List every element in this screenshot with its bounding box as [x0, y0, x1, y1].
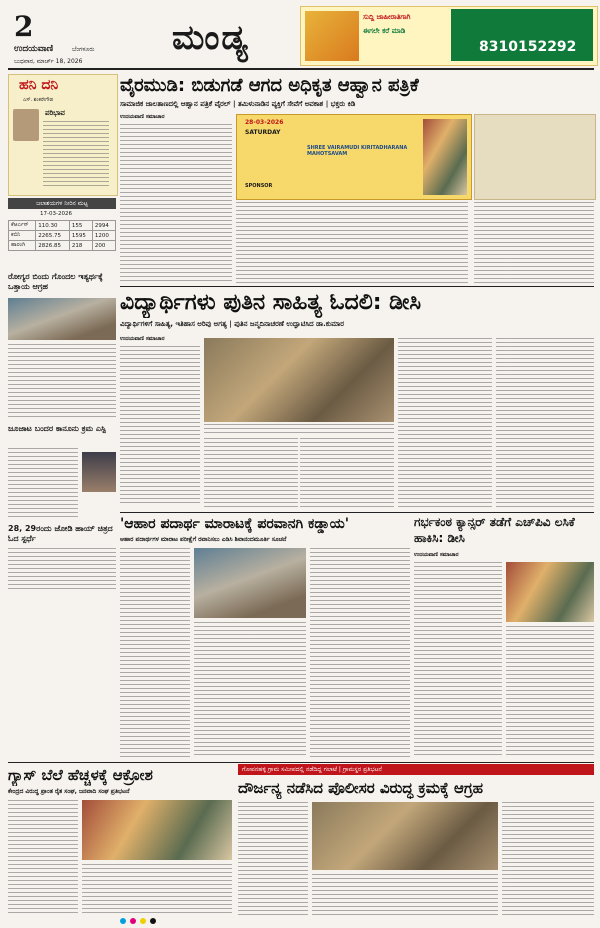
story3-photo [194, 548, 306, 618]
story3-text-3 [310, 548, 410, 758]
issue-date: ಬುಧವಾರ, ಮಾರ್ಚ್ 18, 2026 [14, 58, 83, 65]
left-photo-1 [8, 298, 116, 340]
invite-date: 28-03-2026 [245, 119, 284, 126]
divider-3 [8, 762, 594, 763]
hani-dani-title: ಹನಿ ದನಿ [19, 77, 59, 93]
story5-text-2 [82, 864, 232, 916]
story2-photo-1 [204, 338, 394, 422]
table-cell: ಹಾರಂಗಿ [9, 241, 36, 251]
registration-mark [120, 918, 126, 924]
poet-photo [13, 109, 39, 141]
story4-photo [506, 562, 594, 622]
story1-text-left [120, 124, 232, 284]
story2-text-5 [496, 338, 594, 508]
story5-subhead: ಕೇಂದ್ರದ ವಿರುದ್ಧ ಪ್ರಾಂತ ರೈತ ಸಂಘ, ಜನವಾದಿ ಸಂಘ ಪ್ರತಿಭಟನೆ [8, 788, 130, 795]
story2-subhead: ವಿದ್ಯಾರ್ಥಿಗಳಿಗೆ ಸಾಹಿತ್ಯ, ಇತಿಹಾಸ ಅರಿವು ಅಗತ್ಯ | ಪುತಿನ ಜನ್ಮದಿನಾಚರಣೆ ಉದ್ಘಾಟಿಸಿದ ಡಾ.ಕುಮಾರ [120, 320, 344, 328]
registration-mark [140, 918, 146, 924]
table-cell: 2994 [92, 221, 115, 231]
story6-text-2 [312, 874, 498, 916]
reservoir-table-box [8, 198, 116, 266]
story2-text-4 [398, 338, 492, 508]
table-cell: 2265.75 [36, 231, 70, 241]
story2-headline: ವಿದ್ಯಾರ್ಥಿಗಳು ಪುತಿನ ಸಾಹಿತ್ಯ ಓದಲಿ: ಡೀಸಿ [120, 290, 422, 315]
paper-name: ಉದಯವಾಣಿ [14, 44, 54, 54]
hani-dani-box [8, 74, 118, 196]
table-cell: 110.30 [36, 221, 70, 231]
story5-photo [82, 800, 232, 860]
hani-dani-poem-title: ಪರಿಭಾವ [45, 109, 65, 117]
table-row [9, 221, 116, 231]
divider-1 [120, 286, 594, 287]
ad-green-box [451, 9, 593, 61]
ad-text-1: ಸುದ್ದಿ ಜಾಹೀರಾತಿಗಾಗಿ [363, 13, 411, 21]
left-headline-2: ಜೂಜಾಟ ಬಂದರ ಕಾನೂನು ಕ್ರಮ ಎಸ್ಪಿ [8, 424, 106, 433]
story1-text-right [474, 202, 594, 284]
invite-title: SHREE VAIRAMUDI KIRITADHARANA MAHOTSAVAM [307, 145, 408, 157]
story2-byline: ಉದಯವಾಣಿ ಸಮಾಚಾರ [120, 336, 165, 342]
left-headline-3: 28, 29ರಂದು ಜೋಡಿ ಹಾಯ್ ಚಿತ್ರದ ಓದ ಸ್ಪರ್ಧೆ [8, 524, 113, 543]
reservoir-title: ಜಲಾಶಯಗಳ ನೀರಿನ ಮಟ್ಟ [8, 198, 116, 209]
table-cell: 218 [69, 241, 92, 251]
table-row [9, 231, 116, 241]
story1-byline: ಉದಯವಾಣಿ ಸಮಾಚಾರ [120, 114, 165, 120]
story6-headline: ದೌರ್ಜನ್ಯ ನಡೆಸಿದ ಪೊಲೀಸರ ವಿರುದ್ಧ ಕ್ರಮಕ್ಕೆ ಆಗ್ರಹ [238, 779, 484, 797]
story6-text-1 [238, 802, 308, 916]
invite-sponsor: SPONSOR [245, 183, 273, 189]
left-text-1 [8, 344, 116, 420]
story3-headline: 'ಆಹಾರ ಪದಾರ್ಥ ಮಾರಾಟಕ್ಕೆ ಪರವಾನಗಿ ಕಡ್ಡಾಯ' [120, 516, 350, 532]
invitation-scan [474, 114, 596, 200]
story1-headline: ವೈರಮುಡಿ: ಬಿಡುಗಡೆ ಆಗದ ಅಧಿಕೃತ ಆಹ್ವಾನ ಪತ್ರಿಕೆ [120, 75, 419, 96]
story5-headline: ಗ್ಯಾಸ್ ಬೆಲೆ ಹೆಚ್ಚಳಕ್ಕೆ ಆಕ್ರೋಶ [8, 766, 153, 784]
invite-day: SATURDAY [245, 129, 281, 136]
deity-image [423, 119, 467, 195]
story2-caption [204, 424, 394, 434]
story1 [120, 74, 594, 284]
story4-headline: ಗರ್ಭಕಂಠ ಕ್ಯಾನ್ಸರ್ ತಡೆಗೆ ಎಚ್‌ಪಿವಿ ಲಸಿಕೆ ಹಾಕಿಸಿ: ಡೀಸಿ [414, 515, 575, 545]
story3-text-1 [120, 548, 190, 758]
sp-photo [82, 452, 116, 492]
table-cell: 1200 [92, 231, 115, 241]
left-text-3 [8, 548, 116, 592]
hani-dani-author: ಎಸ್. ಶಂಕರೇಗೌಡ [23, 97, 53, 103]
story1-text-mid [236, 202, 468, 284]
left-headline-1: ರೋಗ್ಯರ ಬಿಂದು ಗೊಂದಲ ಇತ್ಯರ್ಥಕ್ಕೆ ಒತ್ತಾಯ ಆಗ್ರಹ [8, 272, 103, 291]
divider-2 [120, 512, 594, 513]
section-title: ಮಂಡ್ಯ [172, 18, 250, 58]
story1-subhead: ಸಾಮಾಜಿಕ ಜಾಲತಾಣದಲ್ಲಿ ಆಹ್ವಾನ ಪತ್ರಿಕೆ ವೈರಲ್ | ತಮಿಳುನಾಡಿನ ವ್ಯಕ್ತಿಗೆ ಸೇವೆಗೆ ಅವಕಾಶ | ಭಕ್ತರು ಕಿಡಿ [120, 100, 356, 108]
table-cell: ಕೆಆರ್ಎಸ್ [9, 221, 36, 231]
reservoir-table [8, 220, 116, 251]
ad-phone: 8310152292 [479, 39, 577, 55]
table-cell: ಕಬಿನಿ [9, 231, 36, 241]
table-cell: 200 [92, 241, 115, 251]
masthead-ad [300, 6, 598, 66]
story3-text-2 [194, 622, 306, 758]
registration-mark [130, 918, 136, 924]
story2-text-3 [300, 438, 394, 508]
table-cell: 1595 [69, 231, 92, 241]
story5-text-1 [8, 800, 78, 916]
story4-text-2 [506, 626, 594, 758]
reservoir-date: 17-03-2026 [40, 211, 72, 217]
edition: ಬೆಂಗಳೂರು [72, 46, 95, 53]
story6-kicker: ಗೋಪನಹಳ್ಳಿ ಗ್ರಾಮ ಸಮೀಪದಲ್ಲಿ ನಡೆದಿದ್ದ ಗಲಾಟೆ | ಗ್ರಾಮಸ್ಥರ ಪ್ರತಿಭಟನೆ [238, 764, 594, 775]
hani-dani-poem [43, 121, 109, 187]
invitation-image [236, 114, 472, 200]
story2-text-2 [204, 438, 298, 508]
story2-text-1 [120, 346, 200, 506]
masthead-rule [8, 68, 594, 70]
table-cell: 2826.85 [36, 241, 70, 251]
left-text-2 [8, 448, 78, 518]
ad-image [305, 11, 359, 61]
ad-text-2: ಈಗಲೇ ಕರೆ ಮಾಡಿ [363, 27, 406, 35]
registration-mark [150, 918, 156, 924]
story6-text-3 [502, 802, 594, 916]
story4-byline: ಉದಯವಾಣಿ ಸಮಾಚಾರ [414, 552, 459, 558]
table-row [9, 241, 116, 251]
story6-photo [312, 802, 498, 870]
masthead [0, 0, 600, 72]
story3-subhead: ಆಹಾರ ಪದಾರ್ಥಗಳ ಮಾರಾಟ ಪರೀಕ್ಷೆಗೆ ರವಾನಿಸಲು ಎಡಿಸಿ ಶಿವಾನಂದಮೂರ್ತಿ ಸೂಚನೆ [120, 536, 287, 543]
page-number: 2 [14, 10, 34, 43]
story4-text-1 [414, 562, 502, 758]
table-cell: 155 [69, 221, 92, 231]
